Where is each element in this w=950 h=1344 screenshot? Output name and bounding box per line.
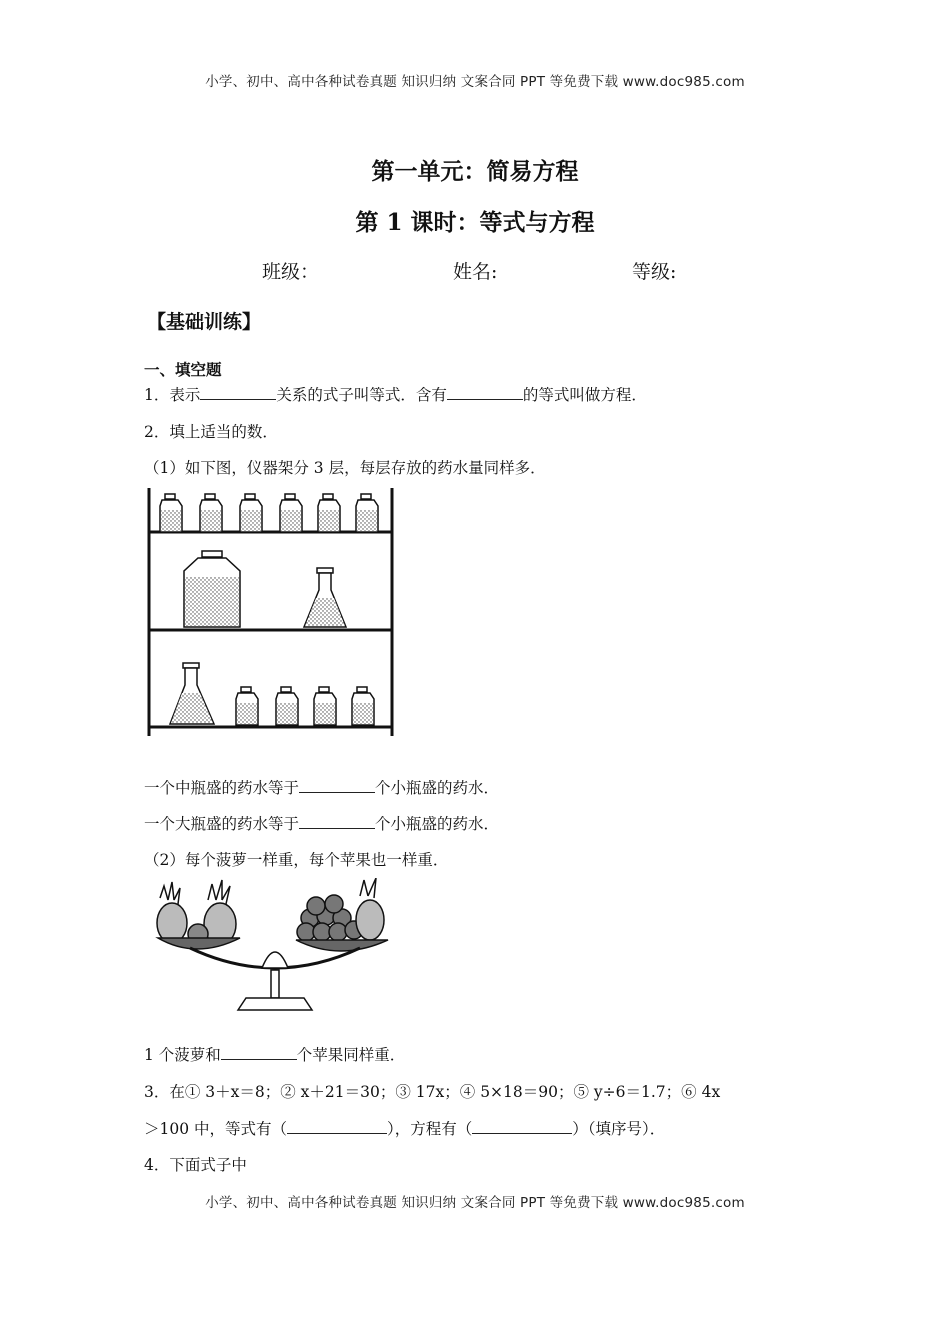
scale-shell bbox=[262, 952, 288, 968]
page-header-note: 小学、初中、高中各种试卷真题 知识归纳 文案合同 PPT 等免费下载 www.doc985.com bbox=[205, 74, 745, 90]
q3-text-b: ），方程有（ bbox=[387, 1120, 473, 1138]
small-bottles-bottom-row bbox=[236, 687, 374, 725]
q3-blank-equations-unknown[interactable] bbox=[472, 1119, 572, 1134]
question-3-line-1: 3．在① 3＋x＝8；② x＋21＝30；③ 17x；④ 5×18＝90；⑤ y÷6＝1.7；⑥ 4x bbox=[144, 1083, 721, 1101]
q2-1-a-text-1: 一个中瓶盛的药水等于 bbox=[144, 779, 300, 797]
unit-title: 第一单元：简易方程 bbox=[371, 158, 579, 185]
pineapple-right bbox=[356, 878, 384, 940]
large-bottle bbox=[184, 551, 240, 627]
left-pan bbox=[158, 938, 240, 949]
q1-blank-2[interactable] bbox=[447, 385, 523, 400]
scale-base bbox=[238, 998, 312, 1010]
scale-post bbox=[271, 970, 279, 998]
q2-2-text-2: 个苹果同样重． bbox=[296, 1046, 406, 1064]
q2-2-text-1: 1 个菠萝和 bbox=[144, 1046, 221, 1064]
section-heading: 【基础训练】 bbox=[147, 311, 262, 333]
q2-1-a-text-2: 个小瓶盛的药水． bbox=[375, 779, 500, 797]
question-2-1-answer-a bbox=[144, 776, 499, 798]
q1-text-b: 关系的式子叫等式．含有 bbox=[276, 386, 447, 404]
q1-blank-1[interactable] bbox=[200, 385, 276, 400]
q3-text-c: ）（填序号）． bbox=[572, 1120, 666, 1138]
medium-flask-bottom bbox=[170, 663, 214, 724]
question-1 bbox=[144, 383, 647, 405]
subsection-heading: 一、填空题 bbox=[144, 361, 222, 379]
q2-1-b-text-2: 个小瓶盛的药水． bbox=[375, 815, 500, 833]
question-2-2-answer bbox=[144, 1043, 405, 1065]
question-2-1-answer-b bbox=[144, 812, 499, 834]
right-pan bbox=[296, 940, 388, 951]
pineapple-left-1 bbox=[157, 882, 187, 943]
q2-2-blank[interactable] bbox=[221, 1045, 297, 1060]
q2-1-b-text-1: 一个大瓶盛的药水等于 bbox=[144, 815, 300, 833]
pineapple-left-2 bbox=[204, 880, 236, 945]
class-label: 班级： bbox=[262, 261, 320, 283]
grade-label: 等级: bbox=[632, 261, 677, 283]
balance-scale-figure bbox=[150, 878, 400, 1016]
q2-1-b-blank[interactable] bbox=[299, 814, 375, 829]
q1-text-a: 1．表示 bbox=[144, 386, 201, 404]
lesson-title: 第 1 课时：等式与方程 bbox=[355, 209, 595, 236]
apples-right bbox=[297, 895, 363, 941]
question-2-2: （2）每个菠萝一样重，每个苹果也一样重． bbox=[144, 851, 449, 869]
question-3-line-2 bbox=[144, 1117, 665, 1139]
q1-text-c: 的等式叫做方程． bbox=[522, 386, 647, 404]
question-2: 2．填上适当的数． bbox=[144, 423, 278, 441]
question-4: 4．下面式子中 bbox=[144, 1156, 247, 1174]
name-label: 姓名: bbox=[453, 261, 498, 283]
q2-1-a-blank[interactable] bbox=[299, 778, 375, 793]
small-bottles-top-row bbox=[160, 494, 378, 532]
q3-blank-equations[interactable] bbox=[287, 1119, 387, 1134]
q3-text-a: ＞100 中，等式有（ bbox=[144, 1120, 288, 1138]
medium-flask-middle bbox=[304, 568, 346, 627]
question-2-1: （1）如下图，仪器架分 3 层，每层存放的药水量同样多． bbox=[144, 459, 546, 477]
medicine-shelf-figure bbox=[140, 484, 402, 739]
page-footer-note: 小学、初中、高中各种试卷真题 知识归纳 文案合同 PPT 等免费下载 www.doc985.com bbox=[205, 1195, 745, 1211]
